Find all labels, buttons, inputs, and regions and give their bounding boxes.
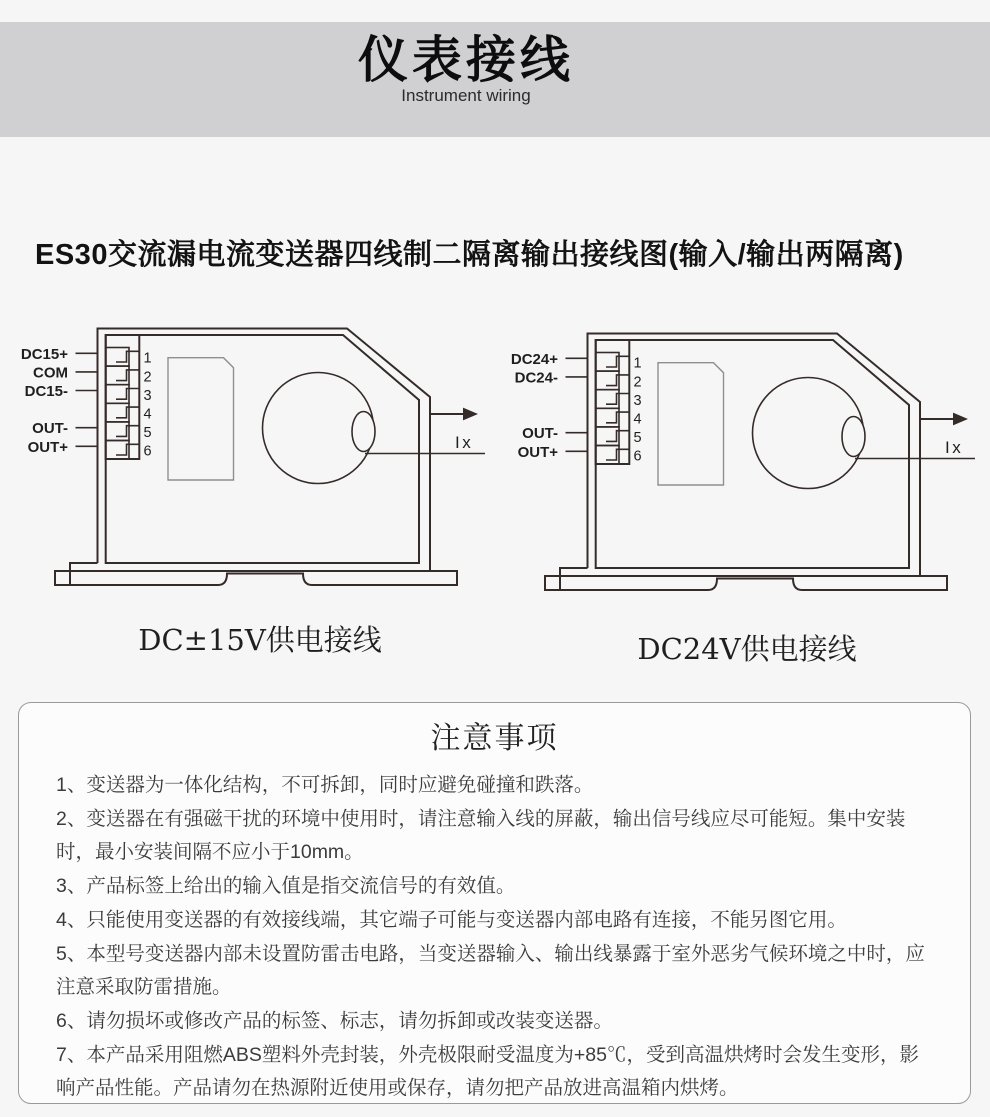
terminal-cell (106, 385, 129, 404)
terminal-clamp-symbol (606, 449, 629, 460)
terminal-cell (596, 353, 619, 372)
body-foot-left (70, 563, 98, 571)
body-foot-left (560, 568, 588, 576)
diagram-caption-dc24: DC24V供电接线 (637, 632, 857, 666)
terminal-label: DC15+ (20, 345, 68, 363)
current-label-ix: Ix (455, 433, 474, 452)
terminal-label: OUT- (32, 420, 68, 438)
pin-number: 5 (633, 430, 642, 447)
ct-hole (842, 417, 865, 457)
terminal-cell (106, 441, 129, 460)
body-outline-inner (106, 335, 419, 563)
terminal-clamp-symbol (606, 394, 629, 405)
note-item: 2、变送器在有强磁干扰的环境中使用时，请注意输入线的屏蔽，输出信号线应尽可能短。集中安装时，最小安装间隔不应小于10mm。 (56, 808, 906, 863)
page-subtitle: Instrument wiring (401, 86, 531, 105)
pin-number: 3 (143, 387, 152, 404)
din-rail (560, 576, 947, 590)
ct-hole (352, 412, 375, 452)
notes-list (19, 757, 970, 1105)
terminal-cell (596, 390, 619, 409)
terminal-clamp-symbol (116, 370, 139, 381)
pin-number: 2 (633, 374, 642, 391)
body-outline-inner (596, 340, 909, 568)
section-title: ES30交流漏电流变送器四线制二隔离输出接线图(输入/输出两隔离) (35, 239, 904, 271)
current-label-ix: Ix (945, 438, 964, 457)
output-arrow-head (463, 408, 478, 421)
pin-number: 6 (633, 448, 642, 465)
terminal-cell (596, 427, 619, 446)
terminal-clamp-symbol (116, 407, 139, 418)
note-item: 3、产品标签上给出的输入值是指交流信号的有效值。 (56, 875, 516, 897)
pin-number: 4 (633, 411, 642, 428)
terminal-clamp-symbol (606, 375, 629, 386)
note-item: 5、本型号变送器内部未设置防雷击电路，当变送器输入、输出线暴露于室外恶劣气候环境之中时，应注意采取防雷措施。 (56, 943, 925, 998)
terminal-label: DC24+ (510, 350, 558, 368)
pin-number: 1 (143, 350, 152, 367)
terminal-cell (106, 348, 129, 367)
note-item: 4、只能使用变送器的有效接线端，其它端子可能与变送器内部电路有连接，不能另图它用。 (56, 909, 847, 931)
terminal-label: DC15- (24, 383, 68, 400)
terminal-label: DC24- (514, 369, 558, 387)
terminal-cell (106, 403, 129, 422)
page-title: 仪表接线 (358, 32, 574, 88)
terminal-cell (106, 422, 129, 441)
pin-number: 1 (633, 355, 642, 372)
terminal-clamp-symbol (606, 412, 629, 423)
pin-number: 3 (633, 392, 642, 409)
terminal-label: OUT+ (27, 438, 68, 456)
terminal-label: OUT- (522, 425, 558, 443)
terminal-clamp-symbol (606, 431, 629, 442)
pin-number: 6 (143, 443, 152, 460)
note-item: 1、变送器为一体化结构，不可拆卸，同时应避免碰撞和跌落。 (56, 774, 594, 796)
terminal-clamp-symbol (116, 389, 139, 400)
terminal-clamp-symbol (116, 351, 139, 362)
header-band (0, 22, 990, 137)
terminal-cell (106, 366, 129, 385)
pin-number: 5 (143, 425, 152, 442)
terminal-label: OUT+ (517, 443, 558, 461)
wiring-diagram-dc15 (0, 310, 495, 610)
header-band-inner (0, 22, 932, 137)
terminal-label: COM (33, 364, 68, 382)
output-arrow-head (953, 413, 968, 426)
terminal-cell (596, 446, 619, 465)
din-rail-tab (545, 576, 560, 590)
terminal-cell (596, 408, 619, 427)
terminal-clamp-symbol (606, 356, 629, 367)
terminal-cell (596, 371, 619, 390)
note-item: 7、本产品采用阻燃ABS塑料外壳封装，外壳极限耐受温度为+85℃，受到高温烘烤时会发生变形，影响产品性能。产品请勿在热源附近使用或保存，请勿把产品放进高温箱内烘烤。 (56, 1044, 919, 1099)
internal-module (168, 358, 234, 480)
note-item: 6、请勿损坏或修改产品的标签、标志，请勿拆卸或改装变送器。 (56, 1010, 613, 1032)
internal-module (658, 363, 724, 485)
notes-box (18, 702, 971, 1104)
pin-number: 4 (143, 406, 152, 423)
wiring-diagram-dc24 (490, 315, 985, 615)
terminal-clamp-symbol (116, 426, 139, 437)
pin-number: 2 (143, 369, 152, 386)
din-rail (70, 571, 457, 585)
terminal-clamp-symbol (116, 444, 139, 455)
din-rail-tab (55, 571, 70, 585)
notes-title: 注意事项 (430, 722, 559, 755)
diagram-caption-dc15: DC±15V供电接线 (138, 623, 382, 657)
